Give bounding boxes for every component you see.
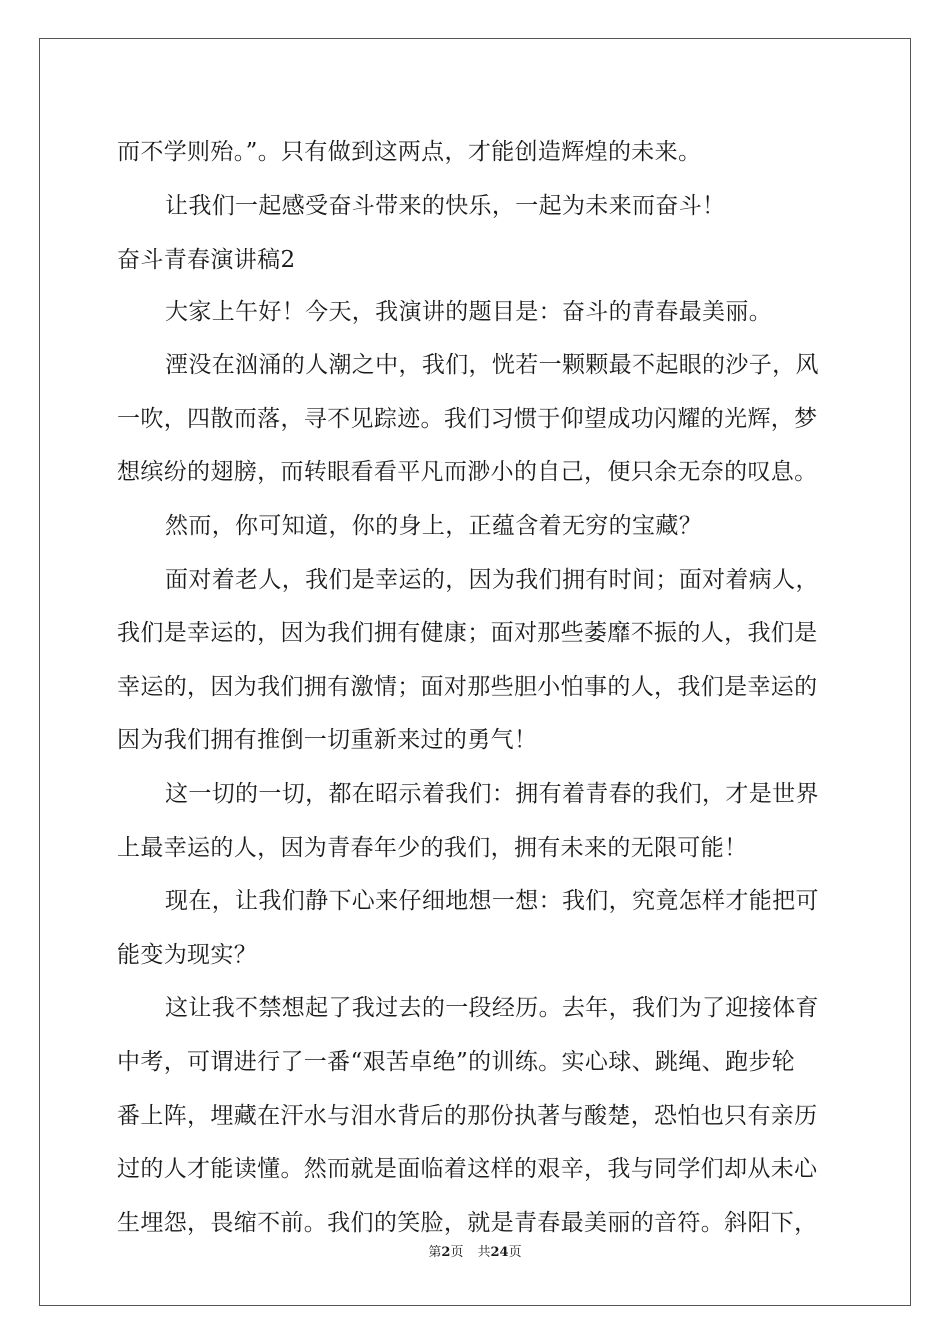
- section-heading: 奋斗青春演讲稿2: [117, 246, 296, 273]
- text-line-15: 现在，让我们静下心来仔细地想一想：我们，究竟怎样才能把可: [165, 888, 819, 915]
- page-suffix: 页: [450, 1245, 464, 1260]
- text-line-17: 这让我不禁想起了我过去的一段经历。去年，我们为了迎接体育: [165, 995, 819, 1022]
- text-line-9: 面对着老人，我们是幸运的，因为我们拥有时间；面对着病人，: [165, 566, 819, 593]
- page-prefix: 第: [428, 1245, 442, 1260]
- text-line-11: 幸运的，因为我们拥有激情；面对那些胆小怕事的人，我们是幸运的: [117, 673, 818, 700]
- text-line-2: 让我们一起感受奋斗带来的快乐，一起为未来而奋斗！: [165, 193, 726, 219]
- text-line-1: 而不学则殆。”。只有做到这两点，才能创造辉煌的未来。: [117, 139, 702, 165]
- text-line-10: 我们是幸运的，因为我们拥有健康；面对那些萎靡不振的人，我们是: [117, 620, 818, 647]
- text-line-19: 番上阵，埋藏在汗水与泪水背后的那份执著与酸楚，恐怕也只有亲历: [117, 1102, 818, 1129]
- text-line-5: 湮没在汹涌的人潮之中，我们，恍若一颗颗最不起眼的沙子，风: [165, 352, 819, 379]
- text-line-14: 上最幸运的人，因为青春年少的我们，拥有未来的无限可能！: [117, 834, 748, 861]
- page-number: 2: [441, 1245, 451, 1260]
- text-line-16: 能变为现实？: [117, 941, 258, 968]
- text-line-4: 大家上午好！今天，我演讲的题目是：奋斗的青春最美丽。: [165, 298, 773, 325]
- text-line-13: 这一切的一切，都在昭示着我们：拥有着青春的我们，才是世界: [165, 780, 819, 807]
- text-line-21: 生埋怨，畏缩不前。我们的笑脸，就是青春最美丽的音符。斜阳下，: [117, 1209, 818, 1236]
- text-line-20: 过的人才能读懂。然而就是面临着这样的艰辛，我与同学们却从未心: [117, 1156, 818, 1183]
- text-line-12: 因为我们拥有推倒一切重新来过的勇气！: [117, 727, 538, 754]
- total-suffix: 页: [508, 1245, 522, 1260]
- total-pages: 24: [490, 1245, 509, 1260]
- text-line-8: 然而，你可知道，你的身上，正蕴含着无穷的宝藏？: [165, 512, 703, 539]
- total-prefix: 共: [477, 1245, 491, 1260]
- text-line-6: 一吹，四散而落，寻不见踪迹。我们习惯于仰望成功闪耀的光辉，梦: [117, 405, 818, 432]
- document-body: [117, 124, 837, 1250]
- text-line-18: 中考，可谓进行了一番“艰苦卓绝”的训练。实心球、跳绳、跑步轮: [117, 1048, 796, 1075]
- page-footer: [0, 1245, 950, 1261]
- text-line-7: 想缤纷的翅膀，而转眼看看平凡而渺小的自己，便只余无奈的叹息。: [117, 459, 818, 486]
